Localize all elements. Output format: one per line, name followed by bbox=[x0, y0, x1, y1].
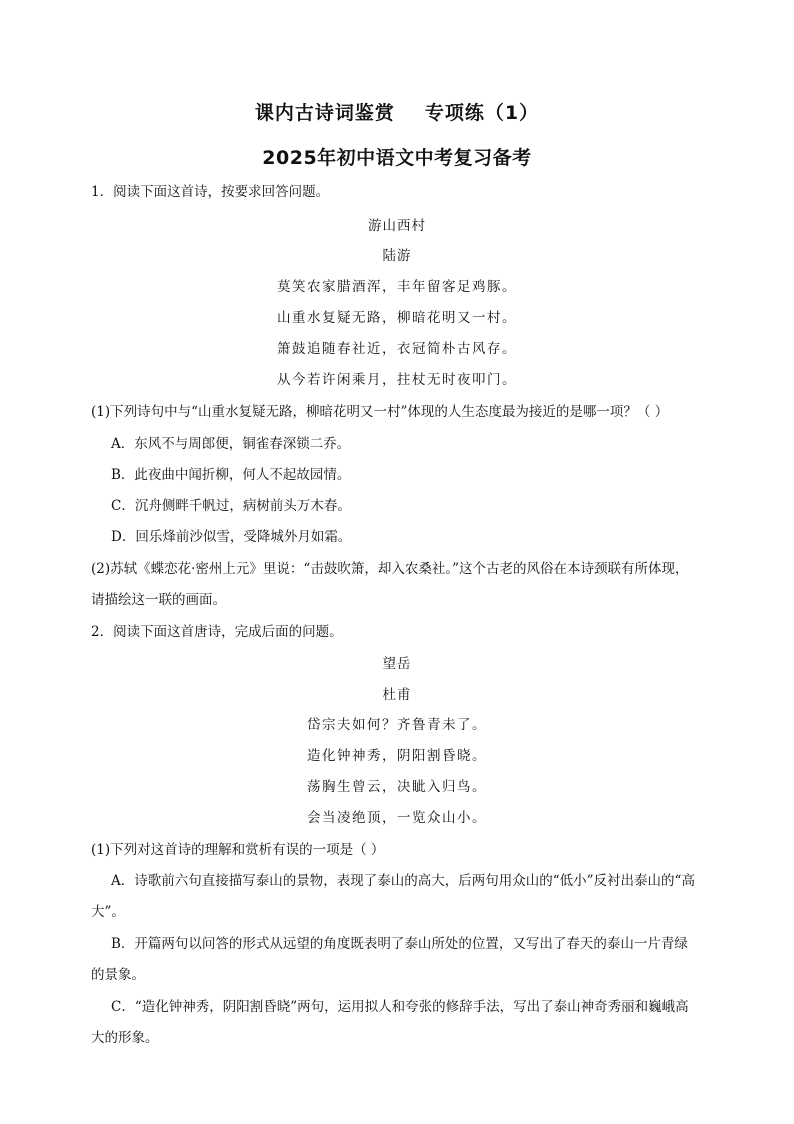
q2-poem-line: 造化钟神秀，阴阳割昏晓。 bbox=[307, 748, 487, 764]
q1-poem-line: 山重水复疑无路，柳暗花明又一村。 bbox=[277, 310, 517, 326]
q2-poem-line: 会当凌绝顶，一览众山小。 bbox=[307, 810, 487, 826]
q2-option-b: B．开篇两句以问答的形式从远望的角度既表明了泰山所处的位置，又写出了春天的泰山一片青绿 bbox=[111, 936, 688, 952]
q2-poem-line: 岱宗夫如何？齐鲁青未了。 bbox=[307, 717, 487, 733]
q1-poem-line: 莫笑农家腊酒浑，丰年留客足鸡豚。 bbox=[277, 279, 517, 295]
q2-option-a: A．诗歌前六句直接描写泰山的景物，表现了泰山的高大，后两句用众山的“低小”反衬出泰山的“高 bbox=[111, 873, 695, 889]
title-right: 专项练（1） bbox=[424, 102, 540, 124]
q2-option-a-cont: 大”。 bbox=[91, 904, 125, 920]
q1-sub1: (1)下列诗句中与“山重水复疑无路，柳暗花明又一村”体现的人生态度最为接近的是哪一项？（ ） bbox=[91, 404, 669, 420]
q1-stem: 1．阅读下面这首诗，按要求回答问题。 bbox=[91, 184, 330, 200]
q2-poem-title: 望岳 bbox=[382, 656, 412, 672]
q2-sub1: (1)下列对这首诗的理解和赏析有误的一项是（ ） bbox=[91, 842, 385, 858]
q1-option-b: B．此夜曲中闻折柳，何人不起故园情。 bbox=[111, 467, 351, 483]
q1-sub2-cont: 请描绘这一联的画面。 bbox=[91, 592, 226, 608]
q1-poem-author: 陆游 bbox=[382, 248, 412, 264]
q2-poem-author: 杜甫 bbox=[382, 687, 412, 703]
q2-poem-line: 荡胸生曾云，决眦入归鸟。 bbox=[307, 779, 487, 795]
q1-poem-line: 箫鼓追随春社近，衣冠简朴古风存。 bbox=[277, 341, 517, 357]
q1-poem-title: 游山西村 bbox=[368, 218, 426, 234]
q1-option-d: D．回乐烽前沙似雪，受降城外月如霜。 bbox=[111, 529, 352, 545]
q2-option-b-cont: 的景象。 bbox=[91, 967, 145, 983]
title-left: 课内古诗词鉴赏 bbox=[254, 102, 395, 124]
q2-option-c: C．“造化钟神秀，阴阳割昏晓”两句，运用拟人和夸张的修辞手法，写出了泰山神奇秀丽和巍峨高 bbox=[111, 999, 689, 1015]
q2-option-c-cont: 大的形象。 bbox=[91, 1030, 159, 1046]
q1-sub2: (2)苏轼《蝶恋花·密州上元》里说：“击鼓吹箫，却入农桑社。”这个古老的风俗在本诗颈联有所体现， bbox=[91, 561, 689, 577]
page-subtitle: 2025年初中语文中考复习备考 bbox=[262, 147, 532, 169]
q1-option-c: C．沉舟侧畔千帆过，病树前头万木春。 bbox=[111, 498, 351, 514]
q1-poem-line: 从今若许闲乘月，拄杖无时夜叩门。 bbox=[277, 372, 517, 388]
page-title bbox=[0, 98, 794, 125]
q1-option-a: A．东风不与周郎便，铜雀春深锁二乔。 bbox=[111, 436, 351, 452]
q2-stem: 2．阅读下面这首唐诗，完成后面的问题。 bbox=[91, 624, 343, 640]
